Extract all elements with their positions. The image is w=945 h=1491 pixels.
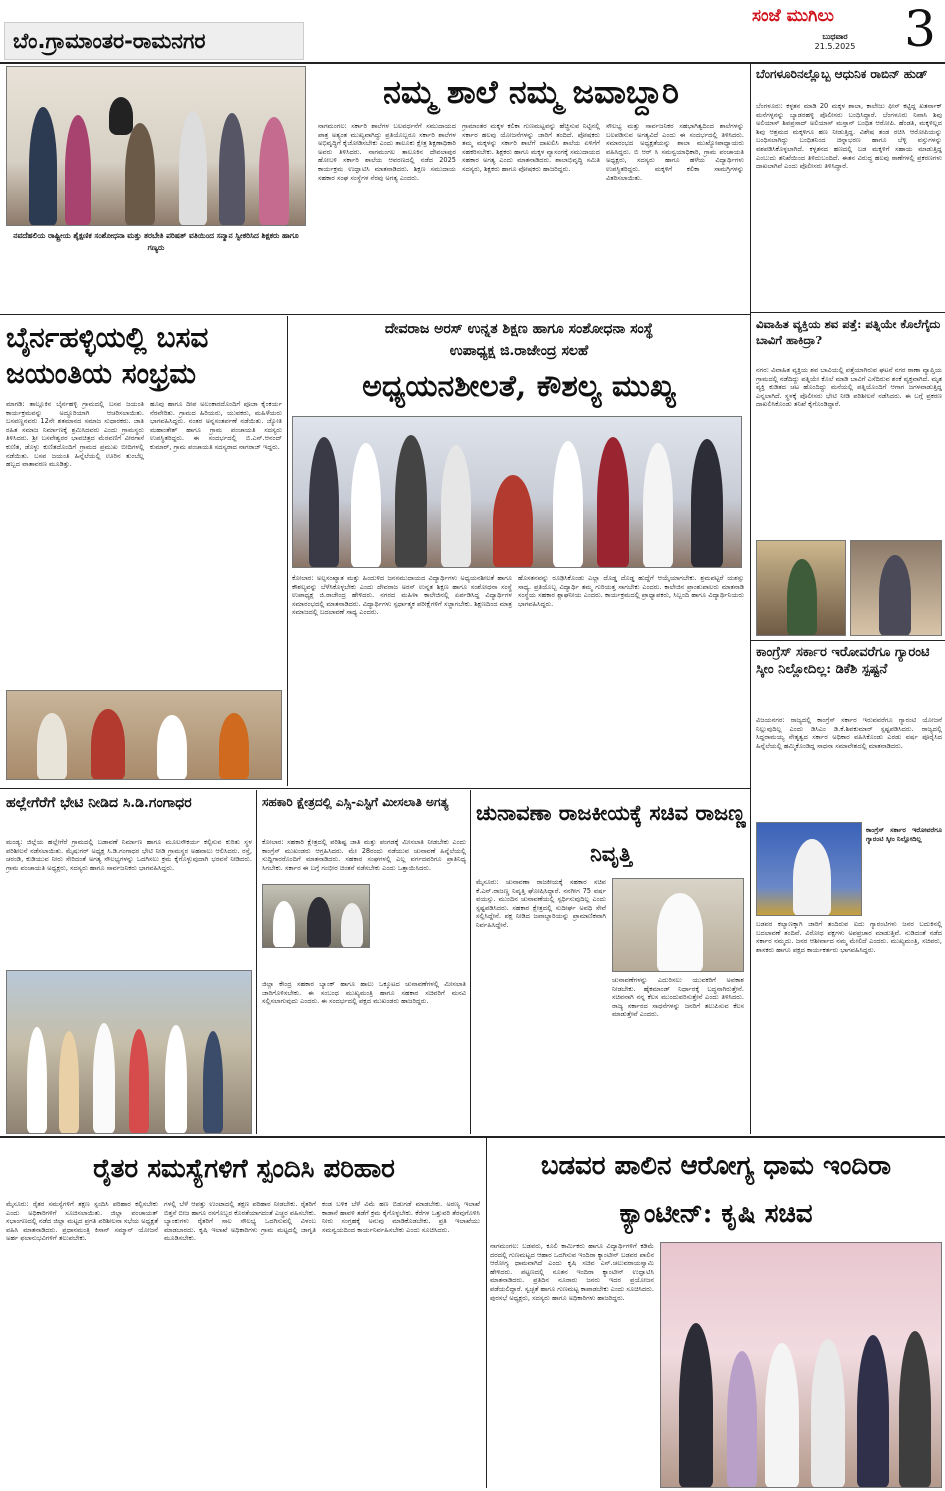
column-divider (750, 64, 751, 1134)
person-figure (259, 117, 289, 226)
basava-body-2: ಹೂವು ಹಾಗೂ ದೀಪ ಅಲಂಕಾರದೊಂದಿಗೆ ಪೂಜಾ ಕೈಂಕರ್ಯ ನೆರವೇರಿತು. ಗ್ರಾಮದ ಹಿರಿಯರು, ಯುವಕರು, ಮಹಿಳೆಯರು ಭಾಗವಹಿಸಿದ್ದರು. ನಂತರ ಅನ್ನಸಂತರ್ಪಣೆ ನಡೆಯಿತು. ಜ್ಯೋತಿ ಮಹಾಂತೇಶ್ ಹಾಗೂ ಗ್ರಾಮ ಪಂಚಾಯತಿ ಸದಸ್ಯರು ಉಪಸ್ಥಿತರಿದ್ದರು. ಈ ಸಂದರ್ಭದಲ್ಲಿ ಬಿ.ಎನ್.ಆನಂದ್ ಕುಮಾರ್, ಗ್ರಾಮ ಪಂಚಾಯತಿ ಸದಸ್ಯರಾದ ನಾಗರಾಜ್ ಇದ್ದರು. (150, 400, 282, 451)
section-title: ಬೆಂ.ಗ್ರಾಮಾಂತರ-ರಾಮನಗರ (13, 29, 206, 53)
widow-photo-1 (756, 540, 846, 636)
person-figure (27, 1027, 47, 1134)
person-figure (879, 555, 911, 636)
rajanna-photo (612, 878, 744, 972)
congress-body: ವಿಜಯನಗರ: ರಾಜ್ಯದಲ್ಲಿ ಕಾಂಗ್ರೆಸ್ ಸರ್ಕಾರ ಇರುವವರೆಗೂ ಗ್ಯಾರಂಟಿ ಯೋಜನೆ ನಿಲ್ಲುವುದಿಲ್ಲ ಎಂದು ಡಿಸಿಎಂ ಡಿ.ಕೆ.ಶಿವಕುಮಾರ್ ಸ್ಪಷ್ಟಪಡಿಸಿದರು. ರಾಜ್ಯದಲ್ಲಿ ಸಿದ್ದರಾಮಯ್ಯ ನೇತೃತ್ವದ ಸರ್ಕಾರ ಅಧಿಕಾರ ವಹಿಸಿಕೊಂಡು ಎರಡು ವರ್ಷ ಪೂರೈಸಿದ ಹಿನ್ನೆಲೆಯಲ್ಲಿ ಹಮ್ಮಿಕೊಂಡಿದ್ದ ಸಾಧನಾ ಸಮಾವೇಶದಲ್ಲಿ ಮಾತನಾಡಿದರು. (756, 716, 942, 750)
farmers-col-2: ಗಳಲ್ಲಿ ಬೆಳೆ ಆಪತ್ತು ಉಂಟಾದಲ್ಲಿ ತಕ್ಷಣ ಪರಿಹಾರ ನೀಡಬೇಕು. ರೈತರಿಗೆ ಬಿತ್ತನೆ ಬೀಜ ಹಾಗೂ ರಸಗೊಬ್ಬರ ಕೊರತೆಯಾಗದಂತೆ ಎಚ್ಚರ ವಹಿಸಬೇಕು. ಬ್ಯಾಂಕುಗಳು ರೈತರಿಗೆ ಸಾಲ ಸೌಲಭ್ಯ ಒದಗಿಸುವಲ್ಲಿ ವಿಳಂಬ ಮಾಡಬಾರದು. ಕೃಷಿ ಇಲಾಖೆ ಅಧಿಕಾರಿಗಳು ಗ್ರಾಮ ಮಟ್ಟದಲ್ಲಿ ಜಾಗೃತಿ ಮೂಡಿಸಬೇಕು. (164, 1200, 316, 1243)
basava-photo (6, 690, 282, 780)
person-figure (157, 715, 187, 780)
robinhood-body: ಬೆಂಗಳೂರು: ಕಳ್ಳತನ ಮಾಡಿ 20 ಮಕ್ಕಳ ಶಾಲಾ, ಕಾಲೇಜು ಫೀಸ್ ಕಟ್ಟಿದ್ದ ಖತರ್ನಾಕ್ ಮನೆಗಳ್ಳನನ್ನು ಬ್ಯಾಡರಹಳ್ಳಿ ಪೊಲೀಸರು ಬಂಧಿಸಿದ್ದಾರೆ. ಬೆಂಗಳೂರು ನಿವಾಸಿ ಶಿವು ಅಲಿಯಾಸ್ ಶಿವಪ್ರಸಾದ್ ಅಲಿಯಾಸ್ ಮಸ್ತಾನ್ ಬಂಧಿತ ಆರೋಪಿ. ಹೆಂಡತಿ, ಮಕ್ಕಳಿಲ್ಲದ ಶಿವು ಆಶ್ರಮದ ಮಕ್ಕಳಿಗೂ ಹಣ ನೀಡುತ್ತಿದ್ದ. ವಿಶೇಷ ತಂಡ ರಚಿಸಿ ಆರೋಪಿಯನ್ನು ಬಂಧಿಸಲಾಗಿದ್ದು ಬಂಧಿತನಿಂದ ಚಿನ್ನಾಭರಣ ಹಾಗೂ ಬೆಳ್ಳಿ ವಸ್ತುಗಳನ್ನು ವಶಪಡಿಸಿಕೊಳ್ಳಲಾಗಿದೆ. ಕಳ್ಳತನದ ಹಣದಲ್ಲಿ ಬಡ ಮಕ್ಕಳಿಗೆ ಸಹಾಯ ಮಾಡುತ್ತಿದ್ದ ಎಂಬುದು ತನಿಖೆಯಿಂದ ತಿಳಿದುಬಂದಿದೆ. ಈತನ ವಿರುದ್ಧ ಹಲವು ಠಾಣೆಗಳಲ್ಲಿ ಪ್ರಕರಣಗಳು ದಾಖಲಾಗಿವೆ ಎಂದು ಪೊಲೀಸರು ತಿಳಿಸಿದ್ದಾರೆ. (756, 102, 942, 171)
basava-headline: ಬೈರ್ನಹಳ್ಳಿಯಲ್ಲಿ ಬಸವ ಜಯಂತಿಯ ಸಂಭ್ರಮ (6, 321, 209, 390)
column-divider (287, 316, 288, 786)
person-figure (787, 559, 817, 636)
person-figure (441, 445, 471, 568)
rajanna-headline: ಚುನಾವಣಾ ರಾಜಕೀಯಕ್ಕೆ ಸಚಿವ ರಾಜಣ್ಣ ನಿವೃತ್ತಿ (476, 800, 746, 866)
person-figure (307, 897, 331, 948)
section-rule (0, 788, 750, 789)
person-figure (59, 1031, 79, 1134)
paper-name: ಸಂಜೆ ಮುಗಿಲು (752, 6, 834, 26)
person-figure (341, 903, 363, 948)
person-figure (165, 1025, 187, 1134)
cooperative-headline: ಸಹಕಾರಿ ಕ್ಷೇತ್ರದಲ್ಲಿ ಎಸ್ಸಿ-ಎಸ್ಟಿಗೆ ಮೀಸಲಾತಿ ಅಗತ್ಯ (262, 795, 449, 809)
school-col-3: ಸೌಲಭ್ಯ ಮತ್ತು ಸಾರ್ವಜನಿಕರ ಸಹಭಾಗಿತ್ವದಿಂದ ಶಾಲೆಗಳನ್ನು ಬಲಪಡಿಸುವ ಅಗತ್ಯವಿದೆ ಎಂದು ಈ ಸಂದರ್ಭದಲ್ಲಿ ತಿಳಿಸಿದರು. ಸಮಾರಂಭದ ಅಧ್ಯಕ್ಷತೆಯನ್ನು ಶಾಲಾ ಮುಖ್ಯೋಪಾಧ್ಯಾಯರು ವಹಿಸಿದ್ದರು. ಬಿ ಆರ್ ಸಿ ಸಮನ್ವಯಾಧಿಕಾರಿ, ಗ್ರಾಮ ಪಂಚಾಯತಿ ಅಧ್ಯಕ್ಷರು, ಸದಸ್ಯರು ಹಾಗೂ ಹಳೆಯ ವಿದ್ಯಾರ್ಥಿಗಳು ಉಪಸ್ಥಿತರಿದ್ದರು. ಮಕ್ಕಳಿಗೆ ಕಲಿಕಾ ಸಾಮಗ್ರಿಗಳನ್ನು ವಿತರಿಸಲಾಯಿತು. (606, 122, 744, 182)
canteen-photo (660, 1242, 942, 1488)
masthead-rule (0, 62, 945, 64)
congress-headline: ಕಾಂಗ್ರೆಸ್ ಸರ್ಕಾರ ಇರೋವರೆಗೂ ಗ್ಯಾರಂಟಿ ಸ್ಕೀಂ ನಿಲ್ಲೋದಿಲ್ಲ: ಡಿಕೆಶಿ ಸ್ಪಷ್ಟನೆ (756, 645, 930, 677)
basava-body: ಮಾಗಡಿ: ತಾಲ್ಲೂಕಿನ ಬೈರ್ನಹಳ್ಳಿ ಗ್ರಾಮದಲ್ಲಿ ಬಸವ ಜಯಂತಿ ಕಾರ್ಯಕ್ರಮವನ್ನು ಅದ್ದೂರಿಯಾಗಿ ಆಚರಿಸಲಾಯಿತು. ಬಸವಣ್ಣನವರು 12ನೇ ಶತಮಾನದ ಸಮಾಜ ಸುಧಾರಕರು. ಜಾತಿ ರಹಿತ ಸಮಾಜ ನಿರ್ಮಾಣಕ್ಕೆ ಶ್ರಮಿಸಿದವರು ಎಂದು ಗ್ರಾಮಸ್ಥರು ತಿಳಿಸಿದರು. ಶ್ರೀ ಬಸವೇಶ್ವರರ ಭಾವಚಿತ್ರದ ಮೆರವಣಿಗೆ ವೀರಗಾಸೆ ಕುಣಿತ, ಡೊಳ್ಳು ಕುಣಿತದೊಂದಿಗೆ ಗ್ರಾಮದ ಪ್ರಮುಖ ಬೀದಿಗಳಲ್ಲಿ ನಡೆಯಿತು. ಬಸವ ಜಯಂತಿ ಹಿನ್ನೆಲೆಯಲ್ಲಿ ಊರಿನ ತುಂಬೆಲ್ಲ ಹಬ್ಬದ ವಾತಾವರಣ ಮೂಡಿತ್ತು. (6, 400, 144, 469)
person-figure (203, 1031, 223, 1134)
column-divider (486, 1138, 487, 1488)
farmers-col-3: ಕಂಡ ಬಳಿಕ ಬೆಳೆ ವಿಮೆ ಹಣ ಬಿಡುಗಡೆ ಮಾಡಬೇಕು. ಅರಣ್ಯ ಇಲಾಖೆ ಕಾಡಾನೆ ಹಾವಳಿ ತಡೆಗೆ ಕ್ರಮ ಕೈಗೊಳ್ಳಬೇಕು. ಕೆರೆಗಳ ಒತ್ತುವರಿ ತೆರವುಗೊಳಿಸಿ ನೀರು ಸಂಗ್ರಹಕ್ಕೆ ಅನುವು ಮಾಡಿಕೊಡಬೇಕು. ಪ್ರತಿ ಇಲಾಖೆಯು ಸಮನ್ವಯದಿಂದ ಕಾರ್ಯನಿರ್ವಹಿಸಬೇಕು ಎಂದು ಸೂಚಿಸಿದರು. (322, 1200, 480, 1234)
person-figure (91, 709, 125, 780)
section-rule (0, 314, 750, 315)
person-figure (273, 901, 295, 948)
issue-date-block (780, 32, 890, 62)
paper-logo (752, 4, 892, 34)
person-figure (37, 713, 67, 780)
widow-photo-2 (850, 540, 942, 636)
rajanna-body-2: ಚುನಾವಣೆಗಳನ್ನು ಎದುರಿಸಲು ಯುವಕರಿಗೆ ಅವಕಾಶ ನೀಡಬೇಕು. ಹೈಕಮಾಂಡ್ ನಿರ್ಧಾರಕ್ಕೆ ಬದ್ಧನಾಗಿರುತ್ತೇನೆ. ಸಚಿವನಾಗಿ ನನ್ನ ಕೆಲಸ ಮುಂದುವರಿಸುತ್ತೇನೆ ಎಂದು ತಿಳಿಸಿದರು. ರಾಜ್ಯ ಸರ್ಕಾರದ ಸಾಧನೆಗಳನ್ನು ಜನರಿಗೆ ತಲುಪಿಸುವ ಕೆಲಸ ಮಾಡುತ್ತೇವೆ ಎಂದರು. (612, 976, 744, 1019)
person-figure (395, 435, 427, 568)
person-figure (125, 123, 155, 226)
person-figure (93, 1023, 115, 1134)
school-headline: ನಮ್ಮ ಶಾಲೆ ನಮ್ಮ ಜವಾಬ್ದಾರಿ (383, 73, 679, 111)
person-figure (899, 1331, 931, 1488)
column-divider (256, 790, 257, 1134)
cooperative-photo (262, 884, 370, 948)
person-figure (691, 439, 723, 568)
gangadhar-body: ಮಂಡ್ಯ: ಜಿಲ್ಲೆಯ ಹಲ್ಲೇಗೆರೆ ಗ್ರಾಮದಲ್ಲಿ ಬಡಾವಣೆ ನಿರ್ಮಾಣ ಹಾಗೂ ಮೂಲಸೌಕರ್ಯ ಕಲ್ಪಿಸುವ ಕುರಿತು ಸ್ಥಳ ಪರಿಶೀಲನೆ ನಡೆಸಲಾಯಿತು. ಮೈಷುಗರ್ ಅಧ್ಯಕ್ಷ ಸಿ.ಡಿ.ಗಂಗಾಧರ ಭೇಟಿ ನೀಡಿ ಗ್ರಾಮಸ್ಥರ ಅಹವಾಲು ಆಲಿಸಿದರು. ರಸ್ತೆ, ಚರಂಡಿ, ಕುಡಿಯುವ ನೀರು ಸೇರಿದಂತೆ ಅಗತ್ಯ ಸೌಲಭ್ಯಗಳನ್ನು ಒದಗಿಸಲು ಕ್ರಮ ಕೈಗೊಳ್ಳುವುದಾಗಿ ಭರವಸೆ ನೀಡಿದರು. ಗ್ರಾಮ ಪಂಚಾಯತಿ ಅಧ್ಯಕ್ಷರು, ಸದಸ್ಯರು ಹಾಗೂ ಸಾರ್ವಜನಿಕರು ಭಾಗವಹಿಸಿದ್ದರು. (6, 838, 252, 872)
person-figure (309, 437, 339, 568)
devaraj-subkicker: ಉಪಾಧ್ಯಕ್ಷ ಜಿ.ರಾಜೇಂದ್ರ ಸಲಹೆ (449, 343, 589, 359)
farmers-col-1: ಮೈಸೂರು: ರೈತರ ಸಮಸ್ಯೆಗಳಿಗೆ ತಕ್ಷಣ ಸ್ಪಂದಿಸಿ ಪರಿಹಾರ ಕಲ್ಪಿಸಬೇಕು ಎಂದು ಅಧಿಕಾರಿಗಳಿಗೆ ಸೂಚಿಸಲಾಯಿತು. ಜಿಲ್ಲಾ ಪಂಚಾಯತ್ ಸಭಾಂಗಣದಲ್ಲಿ ನಡೆದ ಜಿಲ್ಲಾ ಮಟ್ಟದ ಪ್ರಗತಿ ಪರಿಶೀಲನಾ ಸಭೆಯ ಅಧ್ಯಕ್ಷತೆ ವಹಿಸಿ ಮಾತನಾಡಿದರು. ಪ್ರಧಾನಮಂತ್ರಿ ಕಿಸಾನ್ ಸಮ್ಮಾನ್ ಯೋಜನೆ ಅರ್ಹ ಫಲಾನುಭವಿಗಳಿಗೆ ತಲುಪಬೇಕು. (6, 1200, 158, 1243)
gangadhar-headline: ಹಲ್ಲೇಗೆರೆಗೆ ಭೇಟಿ ನೀಡಿದ ಸಿ.ಡಿ.ಗಂಗಾಧರ (6, 795, 192, 811)
rajanna-body: ಮೈಸೂರು: ಚುನಾವಣಾ ರಾಜಕೀಯಕ್ಕೆ ಸಹಕಾರ ಸಚಿವ ಕೆ.ಎನ್.ರಾಜಣ್ಣ ನಿವೃತ್ತಿ ಘೋಷಿಸಿದ್ದಾರೆ. ನನಗೀಗ 75 ವರ್ಷ ವಯಸ್ಸು. ಮುಂದಿನ ಚುನಾವಣೆಯಲ್ಲಿ ಸ್ಪರ್ಧಿಸುವುದಿಲ್ಲ ಎಂದು ಸ್ಪಷ್ಟಪಡಿಸಿದರು. ಸಹಕಾರ ಕ್ಷೇತ್ರದಲ್ಲಿ ಸುದೀರ್ಘ ಅವಧಿ ಸೇವೆ ಸಲ್ಲಿಸಿದ್ದೇನೆ. ಪಕ್ಷ ನೀಡಿದ ಜವಾಬ್ದಾರಿಯನ್ನು ಪ್ರಾಮಾಣಿಕವಾಗಿ ನಿರ್ವಹಿಸಿದ್ದೇನೆ. (476, 878, 606, 929)
canteen-headline: ಬಡವರ ಪಾಲಿನ ಆರೋಗ್ಯ ಧಾಮ ಇಂದಿರಾ ಕ್ಯಾಂಟೀನ್: ಕೃಷಿ ಸಚಿವ (540, 1151, 892, 1229)
robinhood-headline: ಬೆಂಗಳೂರಿನಲ್ಲೊಬ್ಬ ಆಧುನಿಕ ರಾಬಿನ್ ಹುಡ್ (756, 67, 928, 81)
school-col-1: ನಾಗಮಂಗಲ: ಸರ್ಕಾರಿ ಶಾಲೆಗಳ ಬಲವರ್ಧನೆಗೆ ಸಮುದಾಯದ ಪಾತ್ರ ಅತ್ಯಂತ ಮುಖ್ಯವಾಗಿದ್ದು ಪ್ರತಿಯೊಬ್ಬರೂ ಸರ್ಕಾರಿ ಶಾಲೆಗಳ ಅಭಿವೃದ್ಧಿಗೆ ಕೈಜೋಡಿಸಬೇಕು ಎಂದು ತಾಲೂಕು ಕ್ಷೇತ್ರ ಶಿಕ್ಷಣಾಧಿಕಾರಿ ಅವರು ತಿಳಿಸಿದರು. ನಾಗಮಂಗಲ ತಾಲೂಕಿನ ದೇವಲಾಪುರ ಹೋಬಳಿ ಸರ್ಕಾರಿ ಶಾಲೆಯ ಆವರಣದಲ್ಲಿ ನಡೆದ 2025 ಕಾರ್ಯಕ್ರಮ ಉದ್ಘಾಟಿಸಿ ಮಾತನಾಡಿದರು. ಶಿಕ್ಷಣ ಸಮುದಾಯ ಸಹಕಾರ ಸಂಘ ಸಂಸ್ಥೆಗಳ ನೆರವು ಅಗತ್ಯ ಎಂದರು. (318, 122, 456, 182)
school-col-2: ಗ್ರಾಮಾಂತರ ಮಕ್ಕಳ ಕಲಿಕಾ ಗುಣಮಟ್ಟವನ್ನು ಹೆಚ್ಚಿಸುವ ನಿಟ್ಟಿನಲ್ಲಿ ಸರ್ಕಾರ ಹಲವು ಯೋಜನೆಗಳನ್ನು ಜಾರಿಗೆ ತಂದಿದೆ. ಪೋಷಕರು ತಮ್ಮ ಮಕ್ಕಳನ್ನು ಸರ್ಕಾರಿ ಶಾಲೆಗೆ ದಾಖಲಿಸಿ ಶಾಲೆಯ ಏಳಿಗೆಗೆ ಸಹಕರಿಸಬೇಕು. ಶಿಕ್ಷಕರು ಹಾಗೂ ಮಕ್ಕಳ ವ್ಯಾಸಂಗಕ್ಕೆ ಸಮುದಾಯದ ಸಹಕಾರ ಅಗತ್ಯ ಎಂದು ಮಾತನಾಡಿದರು. ಶಾಲಾಭಿವೃದ್ಧಿ ಸಮಿತಿ ಸದಸ್ಯರು, ಶಿಕ್ಷಕರು ಹಾಗೂ ಪೋಷಕರು ಹಾಜರಿದ್ದರು. (462, 122, 600, 173)
person-figure (493, 475, 533, 568)
person-figure (109, 97, 133, 135)
devaraj-kicker: ದೇವರಾಜ ಅರಸ್ ಉನ್ನತ ಶಿಕ್ಷಣ ಹಾಗೂ ಸಂಶೋಧನಾ ಸಂಸ್ಥೆ (384, 321, 654, 337)
congress-photo (756, 822, 862, 916)
person-figure (765, 1343, 799, 1488)
person-figure (679, 1323, 713, 1488)
cooperative-body-2: ಜಿಲ್ಲಾ ಕೇಂದ್ರ ಸಹಕಾರ ಬ್ಯಾಂಕ್ ಹಾಗೂ ಹಾಲು ಒಕ್ಕೂಟದ ಚುನಾವಣೆಗಳಲ್ಲಿ ಮೀಸಲಾತಿ ಜಾರಿಗೊಳಿಸಬೇಕು. ಈ ಸಂಬಂಧ ಮುಖ್ಯಮಂತ್ರಿ ಹಾಗೂ ಸಹಕಾರ ಸಚಿವರಿಗೆ ಮನವಿ ಸಲ್ಲಿಸಲಾಗುವುದು ಎಂದರು. ಈ ಸಂದರ್ಭದಲ್ಲಿ ಪಕ್ಷದ ಮುಖಂಡರು ಹಾಜರಿದ್ದರು. (262, 980, 466, 1006)
section-rule (751, 312, 945, 313)
congress-side-caption: ಕಾಂಗ್ರೆಸ್ ಸರ್ಕಾರ ಇರೋವರೆಗೂ ಗ್ಯಾರಂಟಿ ಸ್ಕೀಂ ನಿಲ್ಲೋದಿಲ್ಲ (866, 826, 942, 843)
person-figure (597, 437, 629, 568)
canteen-body: ನಾಗಮಂಗಲ: ಬಡವರು, ಕೂಲಿ ಕಾರ್ಮಿಕರು ಹಾಗೂ ವಿದ್ಯಾರ್ಥಿಗಳಿಗೆ ಕಡಿಮೆ ದರದಲ್ಲಿ ಗುಣಮಟ್ಟದ ಆಹಾರ ಒದಗಿಸುವ ಇಂದಿರಾ ಕ್ಯಾಂಟೀನ್ ಬಡವರ ಪಾಲಿನ ಆರೋಗ್ಯ ಧಾಮವಾಗಿದೆ ಎಂದು ಕೃಷಿ ಸಚಿವ ಎನ್.ಚಲುವರಾಯಸ್ವಾಮಿ ಹೇಳಿದರು. ಪಟ್ಟಣದಲ್ಲಿ ನೂತನ ಇಂದಿರಾ ಕ್ಯಾಂಟೀನ್ ಉದ್ಘಾಟಿಸಿ ಮಾತನಾಡಿದರು. ಪ್ರತಿದಿನ ನೂರಾರು ಜನರು ಇದರ ಪ್ರಯೋಜನ ಪಡೆಯಲಿದ್ದಾರೆ. ಸ್ವಚ್ಛತೆ ಹಾಗೂ ಗುಣಮಟ್ಟ ಕಾಪಾಡಬೇಕು ಎಂದು ಸೂಚಿಸಿದರು. ಪುರಸಭೆ ಅಧ್ಯಕ್ಷರು, ಸದಸ್ಯರು ಹಾಗೂ ಅಧಿಕಾರಿಗಳು ಹಾಜರಿದ್ದರು. (490, 1242, 654, 1302)
person-figure (219, 113, 245, 226)
widow-body: ನಗರ: ವಿವಾಹಿತ ವ್ಯಕ್ತಿಯ ಶವ ಬಾವಿಯಲ್ಲಿ ಪತ್ತೆಯಾಗಿರುವ ಘಟನೆ ನಗರ ಠಾಣಾ ವ್ಯಾಪ್ತಿಯ ಗ್ರಾಮದಲ್ಲಿ ನಡೆದಿದ್ದು ಪತ್ನಿಯೇ ಕೊಲೆ ಮಾಡಿ ಬಾವಿಗೆ ಎಸೆದಿರುವ ಶಂಕೆ ವ್ಯಕ್ತವಾಗಿದೆ. ಮೃತ ವ್ಯಕ್ತಿ ಕುಡಿತದ ಚಟ ಹೊಂದಿದ್ದು ಮನೆಯಲ್ಲಿ ಪತ್ನಿಯೊಂದಿಗೆ ಆಗಾಗ ಜಗಳವಾಡುತ್ತಿದ್ದ ಎನ್ನಲಾಗಿದೆ. ಸ್ಥಳಕ್ಕೆ ಪೊಲೀಸರು ಭೇಟಿ ನೀಡಿ ಪರಿಶೀಲನೆ ನಡೆಸಿದರು. ಈ ಬಗ್ಗೆ ಪ್ರಕರಣ ದಾಖಲಿಸಿಕೊಂಡು ತನಿಖೆ ಕೈಗೊಂಡಿದ್ದಾರೆ. (756, 366, 942, 409)
person-figure (811, 1339, 845, 1488)
section-rule (0, 1136, 945, 1138)
person-figure (643, 443, 673, 568)
school-photo (6, 66, 306, 226)
devaraj-col-1: ಕೋಲಾರ: ಅಲ್ಪಸಂಖ್ಯಾತ ಮತ್ತು ಹಿಂದುಳಿದ ಜನಸಮುದಾಯದ ವಿದ್ಯಾರ್ಥಿಗಳು ಅಧ್ಯಯನಶೀಲತೆ ಹಾಗೂ ಕೌಶಲ್ಯವನ್ನು ಬೆಳೆಸಿಕೊಳ್ಳಬೇಕು ಎಂದು ದೇವರಾಜ ಅರಸ್ ಉನ್ನತ ಶಿಕ್ಷಣ ಹಾಗೂ ಸಂಶೋಧನಾ ಸಂಸ್ಥೆ ಉಪಾಧ್ಯಕ್ಷ ಜಿ.ರಾಜೇಂದ್ರ ಹೇಳಿದರು. ನಗರದ ಮಹಿಳಾ ಕಾಲೇಜಿನಲ್ಲಿ ಏರ್ಪಡಿಸಿದ್ದ ವಿದ್ಯಾರ್ಥಿಗಳ ಸಮಾರಂಭದಲ್ಲಿ ಮಾತನಾಡಿದರು. ವಿದ್ಯಾರ್ಥಿಗಳು ಸ್ಪರ್ಧಾತ್ಮಕ ಪರೀಕ್ಷೆಗಳಿಗೆ ಸಜ್ಜಾಗಬೇಕು. ಶಿಕ್ಷಣದಿಂದ ಮಾತ್ರ ಸಮಾಜದಲ್ಲಿ ಬದಲಾವಣೆ ಸಾಧ್ಯ ಎಂದರು. (292, 574, 512, 617)
cooperative-body: ಕೋಲಾರ: ಸಹಕಾರಿ ಕ್ಷೇತ್ರದಲ್ಲಿ ಪರಿಶಿಷ್ಟ ಜಾತಿ ಮತ್ತು ಪಂಗಡಕ್ಕೆ ಮೀಸಲಾತಿ ನೀಡಬೇಕು ಎಂದು ಕಾಂಗ್ರೆಸ್ ಮುಖಂಡರು ಆಗ್ರಹಿಸಿದರು. ಮೇ 28ರಂದು ನಡೆಯುವ ಚುನಾವಣೆ ಹಿನ್ನೆಲೆಯಲ್ಲಿ ಸುದ್ದಿಗಾರರೊಂದಿಗೆ ಮಾತನಾಡಿದರು. ಸಹಕಾರ ಸಂಘಗಳಲ್ಲಿ ಎಲ್ಲ ವರ್ಗದವರಿಗೂ ಪ್ರಾತಿನಿಧ್ಯ ಸಿಗಬೇಕು. ಸರ್ಕಾರ ಈ ಬಗ್ಗೆ ಗಂಭೀರ ಚಿಂತನೆ ನಡೆಸಬೇಕು ಎಂದು ಒತ್ತಾಯಿಸಿದರು. (262, 838, 466, 872)
person-figure (553, 441, 583, 568)
issue-day: ಬುಧವಾರ (822, 32, 848, 41)
gangadhar-photo (6, 970, 252, 1134)
person-figure (657, 893, 703, 972)
congress-body-2: ಬಡವರ ಕಲ್ಯಾಣಕ್ಕಾಗಿ ಜಾರಿಗೆ ತಂದಿರುವ ಐದು ಗ್ಯಾರಂಟಿಗಳು ಜನರ ಬದುಕಿನಲ್ಲಿ ಬದಲಾವಣೆ ತಂದಿವೆ. ವಿರೋಧ ಪಕ್ಷಗಳು ಅಪಪ್ರಚಾರ ಮಾಡುತ್ತಿವೆ. ನುಡಿದಂತೆ ನಡೆದ ಸರ್ಕಾರ ನಮ್ಮದು. ಜನರ ಆಶೀರ್ವಾದ ನಮ್ಮ ಮೇಲಿದೆ ಎಂದರು. ಮುಖ್ಯಮಂತ್ರಿ, ಸಚಿವರು, ಶಾಸಕರು ಹಾಗೂ ಪಕ್ಷದ ಕಾರ್ಯಕರ್ತರು ಭಾಗವಹಿಸಿದ್ದರು. (756, 920, 942, 954)
page-number: 3 (904, 0, 936, 58)
person-figure (857, 1335, 889, 1488)
person-figure (179, 111, 207, 226)
issue-date: 21.5.2025 (814, 42, 856, 51)
section-banner (4, 22, 304, 60)
farmers-headline: ರೈತರ ಸಮಸ್ಯೆಗಳಿಗೆ ಸ್ಪಂದಿಸಿ ಪರಿಹಾರ (93, 1154, 395, 1184)
person-figure (727, 1351, 757, 1488)
devaraj-photo (292, 416, 742, 568)
section-rule (751, 640, 945, 641)
widow-headline: ವಿವಾಹಿತ ವ್ಯಕ್ತಿಯ ಶವ ಪತ್ತೆ: ಪತ್ನಿಯೇ ಕೊಲೆಗೈದು ಬಾವಿಗೆ ಹಾಕಿದ್ರಾ? (756, 317, 941, 347)
person-figure (29, 107, 57, 226)
person-figure (793, 839, 831, 916)
person-figure (65, 115, 91, 226)
devaraj-col-2: ಹೊಸತನವನ್ನು ರೂಢಿಸಿಕೊಂಡು ಎಲ್ಲಾ ದೊಡ್ಡ ದೊಡ್ಡ ಹುದ್ದೆಗೆ ಆಯ್ಕೆಯಾಗಬೇಕು. ಶ್ರಮಪಟ್ಟರೆ ಯಶಸ್ಸು ಸಾಧ್ಯ. ಪ್ರತಿಯೊಬ್ಬ ವಿದ್ಯಾರ್ಥಿ ತಮ್ಮ ಗುರಿಯತ್ತ ಸಾಗಬೇಕು ಎಂದರು. ಕಾಲೇಜಿನ ಪ್ರಾಂಶುಪಾಲರು ಮಾತನಾಡಿ ಸಂಸ್ಥೆಯ ಸಹಕಾರ ಶ್ಲಾಘನೀಯ ಎಂದರು. ಕಾರ್ಯಕ್ರಮದಲ್ಲಿ ಪ್ರಾಧ್ಯಾಪಕರು, ಸಿಬ್ಬಂದಿ ಹಾಗೂ ವಿದ್ಯಾರ್ಥಿನಿಯರು ಭಾಗವಹಿಸಿದ್ದರು. (518, 574, 744, 608)
person-figure (351, 443, 381, 568)
devaraj-headline: ಅಧ್ಯಯನಶೀಲತೆ, ಕೌಶಲ್ಯ ಮುಖ್ಯ (362, 369, 676, 404)
school-photo-caption: ನವದೆಹಲಿಯ ರಾಷ್ಟ್ರೀಯ ಶೈಕ್ಷಣಿಕ ಸಂಶೋಧನಾ ಮತ್ತು ತರಬೇತಿ ಪರಿಷತ್ ವತಿಯಿಂದ ಸನ್ಮಾನ ಸ್ವೀಕರಿಸಿದ ಶಿಕ್ಷಕರು ಹಾಗೂ ಗಣ್ಯರು (13, 231, 299, 252)
person-figure (129, 1029, 149, 1134)
person-figure (219, 713, 249, 780)
column-divider (470, 790, 471, 1134)
